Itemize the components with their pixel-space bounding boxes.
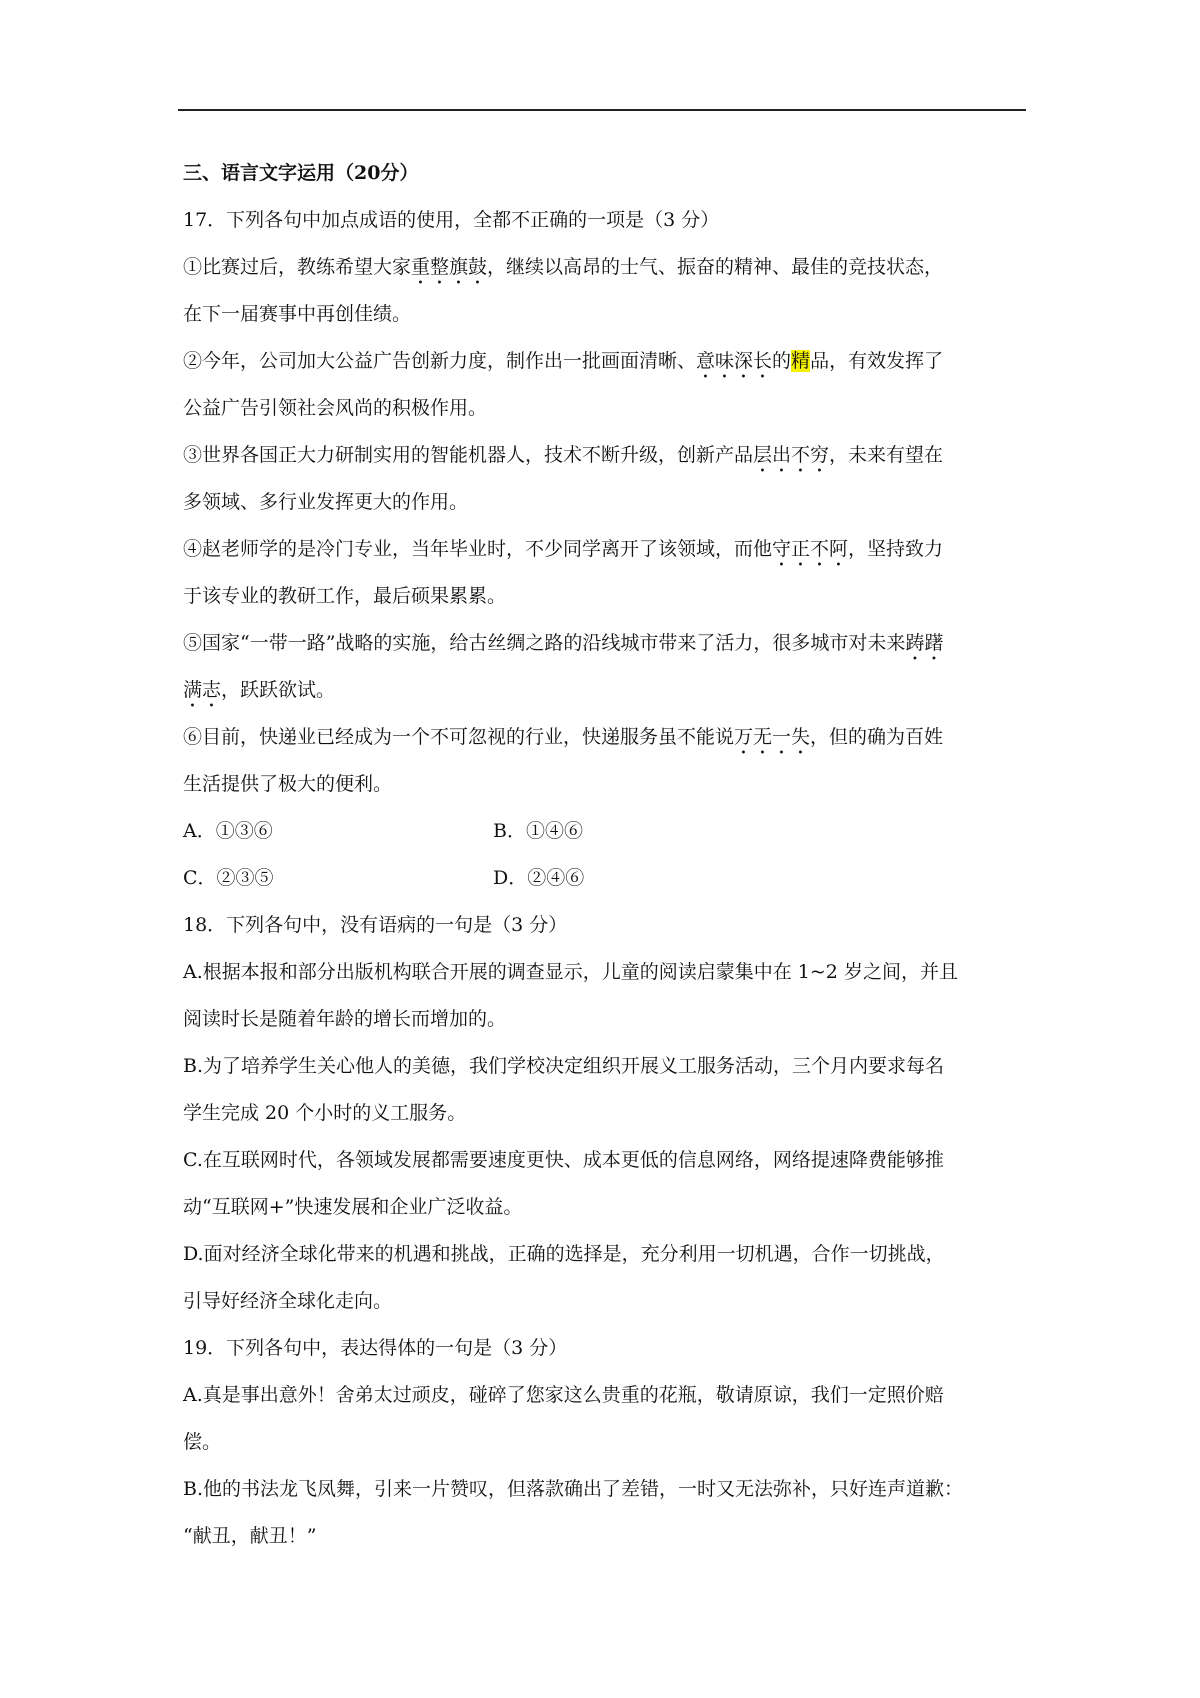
dotted-idiom: 守正不阿 bbox=[772, 538, 849, 560]
sentence-text: ③世界各国正大力研制实用的智能机器人，技术不断升级，创新产品 bbox=[183, 444, 754, 466]
q17-sentence-5-line-1 bbox=[183, 620, 1028, 667]
q17-sentence-2-line-2: 公益广告引领社会风尚的积极作用。 bbox=[183, 397, 488, 419]
q18-stem: 18．下列各句中，没有语病的一句是（3 分） bbox=[183, 914, 568, 936]
q18-option-a-line-1: A.根据本报和部分出版机构联合开展的调查显示，儿童的阅读启蒙集中在 1~2 岁之间，并且 bbox=[183, 961, 958, 983]
dotted-idiom: 万无一失 bbox=[734, 726, 811, 748]
option-d: D．②④⑥ bbox=[493, 867, 585, 889]
q19-option-b-line-2: “献丑，献丑！” bbox=[183, 1525, 317, 1547]
q17-sentence-5-line-2 bbox=[183, 667, 1028, 714]
q17-sentence-6-line-2: 生活提供了极大的便利。 bbox=[183, 773, 393, 795]
dotted-idiom: 踌躇 bbox=[905, 632, 944, 654]
document-body bbox=[183, 150, 1028, 1560]
q18-option-b-line-1: B.为了培养学生关心他人的美德，我们学校决定组织开展义工服务活动，三个月内要求每名 bbox=[183, 1055, 945, 1077]
q17-sentence-4-line-1 bbox=[183, 526, 1028, 573]
q17-sentence-6-line-1 bbox=[183, 714, 1028, 761]
q18-option-a-line-2: 阅读时长是随着年龄的增长而增加的。 bbox=[183, 1008, 507, 1030]
q18-option-d-line-2: 引导好经济全球化走向。 bbox=[183, 1290, 393, 1312]
sentence-text: ⑤国家“一带一路”战略的实施，给古丝绸之路的沿线城市带来了活力，很多城市对未来 bbox=[183, 632, 906, 654]
highlighted-char: 精 bbox=[791, 350, 811, 372]
q17-sentence-4-line-2: 于该专业的教研工作，最后硕果累累。 bbox=[183, 585, 507, 607]
dotted-idiom: 满志 bbox=[183, 679, 222, 701]
q18-option-d-line-1: D.面对经济全球化带来的机遇和挑战，正确的选择是，充分利用一切机遇，合作一切挑战， bbox=[183, 1243, 945, 1265]
sentence-text: ，跃跃欲试。 bbox=[221, 679, 336, 701]
option-a: A．①③⑥ bbox=[183, 820, 273, 842]
q17-options-row-2 bbox=[183, 855, 1028, 902]
sentence-text: 品，有效发挥了 bbox=[810, 350, 944, 372]
q18-option-c-line-1: C.在互联网时代，各领域发展都需要速度更快、成本更低的信息网络，网络提速降费能够推 bbox=[183, 1149, 944, 1171]
q19-option-b-line-1: B.他的书法龙飞凤舞，引来一片赞叹，但落款确出了差错，一时又无法弥补，只好连声道歉： bbox=[183, 1478, 964, 1500]
option-c: C．②③⑤ bbox=[183, 867, 274, 889]
q19-stem: 19．下列各句中，表达得体的一句是（3 分） bbox=[183, 1337, 568, 1359]
section-title: 三、语言文字运用（20分） bbox=[183, 162, 419, 184]
dotted-idiom: 重整旗鼓 bbox=[411, 256, 488, 278]
q17-sentence-1-line-2: 在下一届赛事中再创佳绩。 bbox=[183, 303, 412, 325]
q17-sentence-2-line-1 bbox=[183, 338, 1028, 385]
q17-stem: 17．下列各句中加点成语的使用，全都不正确的一项是（3 分） bbox=[183, 209, 720, 231]
sentence-text: ，但的确为百姓 bbox=[810, 726, 944, 748]
q17-options-row-1 bbox=[183, 808, 1028, 855]
sentence-text: ①比赛过后，教练希望大家 bbox=[183, 256, 412, 278]
sentence-text: ，坚持致力 bbox=[848, 538, 944, 560]
q19-option-a-line-1: A.真是事出意外！舍弟太过顽皮，碰碎了您家这么贵重的花瓶，敬请原谅，我们一定照价赔 bbox=[183, 1384, 944, 1406]
q17-sentence-3-line-2: 多领域、多行业发挥更大的作用。 bbox=[183, 491, 469, 513]
sentence-text: ⑥目前，快递业已经成为一个不可忽视的行业，快递服务虽不能说 bbox=[183, 726, 735, 748]
sentence-text: 的 bbox=[772, 350, 792, 372]
q18-option-b-line-2: 学生完成 20 个小时的义工服务。 bbox=[183, 1102, 467, 1124]
q17-sentence-1-line-1 bbox=[183, 244, 1028, 291]
sentence-text: ，继续以高昂的士气、振奋的精神、最佳的竞技状态， bbox=[487, 256, 944, 278]
q18-option-c-line-2: 动“互联网+”快速发展和企业广泛收益。 bbox=[183, 1196, 523, 1218]
option-b: B．①④⑥ bbox=[493, 820, 583, 842]
dotted-idiom: 层出不穷 bbox=[753, 444, 830, 466]
sentence-text: ②今年，公司加大公益广告创新力度，制作出一批画面清晰、 bbox=[183, 350, 697, 372]
sentence-text: ，未来有望在 bbox=[829, 444, 944, 466]
header-rule bbox=[178, 109, 1026, 111]
sentence-text: ④赵老师学的是冷门专业，当年毕业时，不少同学离开了该领域，而他 bbox=[183, 538, 773, 560]
dotted-idiom: 意味深长 bbox=[696, 350, 773, 372]
q17-sentence-3-line-1 bbox=[183, 432, 1028, 479]
q19-option-a-line-2: 偿。 bbox=[183, 1431, 222, 1453]
